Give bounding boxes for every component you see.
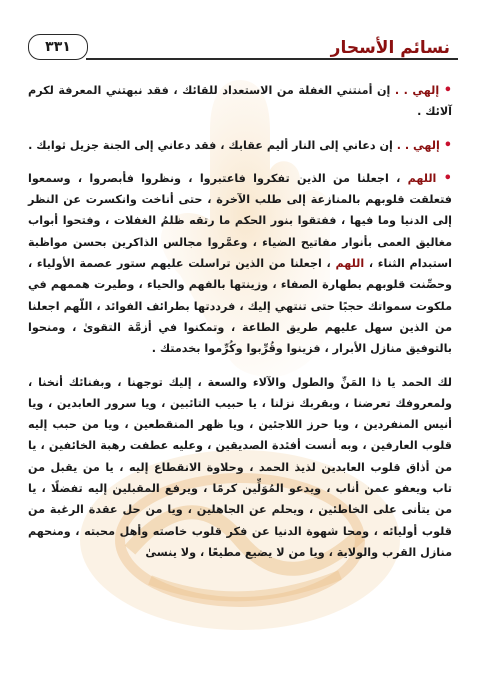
book-title: نسائم الأسحار [330,38,450,58]
paragraph-text: لك الحمد يا ذا المَنِّ والطول والآلاء والسعة ، إليك توجهنا ، وبفنائك أنخنا ، ولمعروفك تعرضنا ، وبقربك نزلنا ، يا حبيب التائبين ، ويا سرور العابدين ، ويا أنيس المنفردين ، ويا حرز اللاجئين ، ويا ظهر المنقطعين ، ويا من حبب إليه قلوب العارفين ، وبه أنست أفئدة الصديقين ، وعليه عطفت رهبة الخائفين ، يا من أذاق قلوب العابدين لذيذ الحمد ، وحلاوة الانقطاع إليه ، يا من يقبل من تاب ويعفو عمن أناب ، ويدعو المُوَلِّين كرمًا ، ويرفع المقبلين إليه تفضلًا ، يا من يتأنى على الخاطئين ، ويحلم عن الجاهلين ، ويا من حل عقدة الرغبة من قلوب أوليائه ، ومحا شهوة الدنيا عن فكر قلوب خاصته وأهل محبته ، ومنحهم منازل القرب والولاية ، ويا من لا يضيع مطيعًا ، ولا ينسىٰ [28,375,452,559]
header-divider [86,58,458,60]
paragraph [28,135,452,156]
bullet-icon: • [443,170,452,186]
paragraph-lead: إلهي . . [394,84,440,97]
paragraph [28,372,452,564]
paragraph [28,80,452,123]
bullet-icon: • [443,83,453,98]
page-number: ٣٣١ [28,34,88,60]
paragraph-lead: اللهم [407,171,437,185]
paragraph-text: إن دعاني إلى النار أليم عقابك ، فقد دعاني إلى الجنة جزيل ثوابك . [28,138,397,152]
paragraph [28,168,452,360]
inline-invocation: اللهم [335,257,365,271]
paragraph-text: إن أمنتني الغفلة من الاستعداد للقائك ، فقد نبهتني المعرفة لكرم آلائك . [28,84,452,119]
paragraph-text: ، اجعلنا من الذين تفكروا فاعتبروا ، ونظروا فأبصروا ، وسمعوا فتعلقت قلوبهم بالمنازعة إلى طلب الآخرة ، حتى أناخت وانكسرت عن النظر إلى الدنيا وما فيها ، ففتقوا بنور الحكم ما رتقه ظلمُ الغفلات ، وفتحوا أبواب مغاليق العمى بأنوار مفاتيح الضياء ، وعمَّروا مجالس الذاكرين بحسن مواظبة استبدام الثناء ، [28,171,452,271]
page-header [22,30,458,66]
paragraph-lead: إلهي . . [396,138,440,152]
paragraph-text: ، اجعلنا من الذين تراسلت عليهم ستور عصمة الأولياء ، وحصِّنت قلوبهم بطهارة الصفاء ، وزينتها بالفهم والحياء ، وطيرت هممهم في ملكوت سمواتك حجبًا حتى تنتهي إليك ، فرددتها بطرائف الفوائد ، اللّهم اجعلنا من الذين سهل عليهم طريق الطاعة ، وتمكنوا في أزمَّة التقوىٰ ، ومنحوا بالتوفيق منازل الأبرار ، فزينوا وقُرِّبوا وكُرِّموا بخدمتك . [28,257,452,356]
page-body [28,80,452,575]
bullet-icon: • [443,137,452,153]
